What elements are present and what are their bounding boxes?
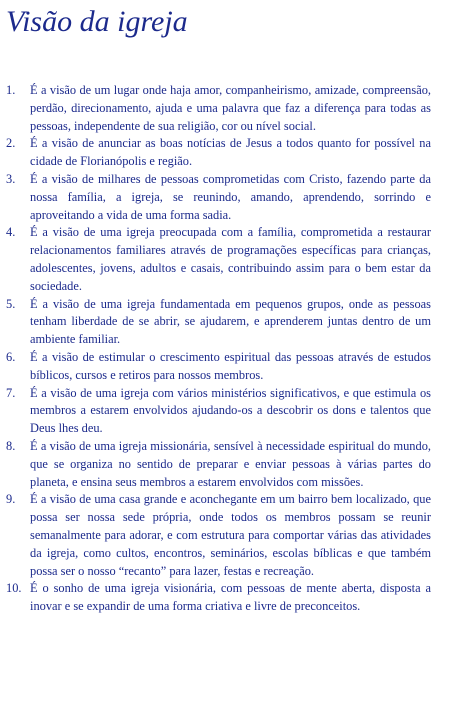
list-item: [0, 135, 431, 171]
item-number: 2.: [6, 136, 16, 151]
list-item: [0, 224, 431, 295]
item-text: É a visão de anunciar as boas notícias de Jesus a todos quanto for possível na cidade de Florianópolis e região.: [30, 136, 431, 169]
item-number: 6.: [6, 349, 16, 364]
vision-list: [0, 82, 431, 616]
list-item: [0, 349, 431, 385]
item-text: É o sonho de uma igreja visionária, com pessoas de mente aberta, disposta a inovar e se expandir de uma forma criativa e livre de preconceitos.: [30, 581, 431, 614]
item-text: É a visão de um lugar onde haja amor, companheirismo, amizade, compreensão, perdão, direcionamento, ajuda e uma palavra que faz a diferença para todas as pessoas, independente de sua religião, cor ou nível social.: [30, 83, 431, 133]
item-number: 4.: [6, 225, 16, 240]
item-text: É a visão de estimular o crescimento espiritual das pessoas através de estudos bíblicos, cursos e retiros para nossos membros.: [30, 349, 431, 382]
list-item: [0, 171, 431, 224]
list-item: [0, 438, 431, 491]
item-number: 5.: [6, 296, 16, 311]
list-item: [0, 82, 431, 135]
item-number: 10.: [6, 581, 22, 596]
list-item: [0, 296, 431, 349]
page-title: Visão da igreja: [6, 5, 188, 38]
item-number: 9.: [6, 492, 16, 507]
item-text: É a visão de uma igreja preocupada com a família, comprometida a restaurar relacionamentos familiares através de programações específicas para crianças, adolescentes, jovens, adultos e casais, contribuindo assim para o bem estar da sociedade.: [30, 225, 431, 293]
item-text: É a visão de uma igreja com vários ministérios significativos, e que estimula os membros a estarem envolvidos ajudando-os a descobrir os dons e talentos que Deus lhes deu.: [30, 385, 431, 436]
list-item: [0, 491, 431, 580]
item-text: É a visão de uma igreja fundamentada em pequenos grupos, onde as pessoas tenham liberdade de se abrir, se ajudarem, e aprenderem juntas dentro de um ambiente familiar.: [30, 296, 431, 347]
list-item: [0, 385, 431, 438]
list-item: [0, 580, 431, 616]
item-number: 8.: [6, 438, 16, 453]
item-number: 3.: [6, 171, 16, 186]
item-text: É a visão de milhares de pessoas comprometidas com Cristo, fazendo parte da nossa família, a igreja, se reunindo, amando, aprendendo, sorrindo e aproveitando a vida de uma forma sadia.: [30, 171, 431, 222]
item-number: 1.: [6, 83, 16, 97]
item-text: É a visão de uma casa grande e aconchegante em um bairro bem localizado, que possa ser nossa sede própria, onde todos os membros possam se reunir semanalmente para adorar, e com estrutura para comportar várias das atividades da igreja, como cultos, encontros, seminários, escolas bíblicas e que também possa ser o nosso “recanto” para lazer, festas e recreação.: [30, 492, 431, 578]
item-number: 7.: [6, 385, 16, 400]
item-text: É a visão de uma igreja missionária, sensível à necessidade espiritual do mundo, que se organiza no sentido de preparar e enviar pessoas à várias partes do planeta, e ensina seus membros a estarem envolvidos com missões.: [30, 438, 431, 489]
